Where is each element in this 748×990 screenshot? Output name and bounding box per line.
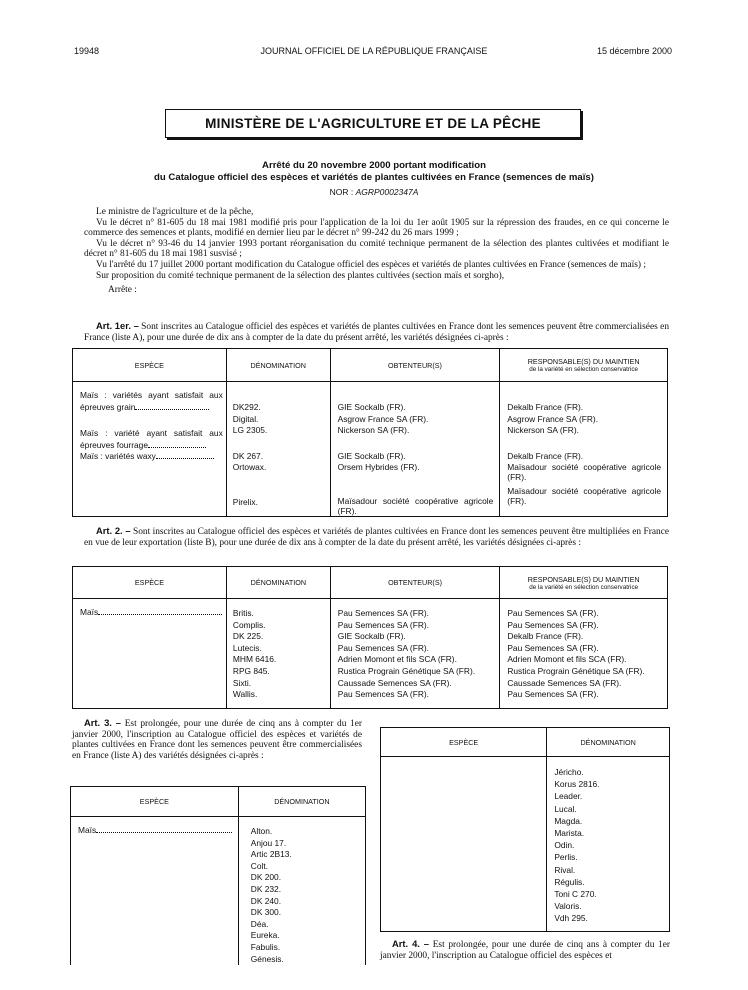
col-responsable-line2: de la variété en sélection conservatrice [529,583,639,591]
variety-dk267: DK 267. [232,450,264,461]
col-responsable-line1: RESPONSABLE(S) DU MAINTIEN [527,574,640,584]
variety-row: Wallis. [232,689,258,700]
variety-row: Lucal. [554,803,577,814]
col-responsable-line2: de la variété en sélection conservatrice [529,366,639,373]
variety-row: Artic 2B13. [250,849,292,860]
espece-fourrage-line2: épreuves fourrage [80,439,148,450]
variety-row: Alton. [250,826,273,836]
obtenteur-cell [331,382,500,516]
variety-row: Perlis. [554,852,578,863]
leader-dots [98,614,222,615]
variety-row: Lutecis. [232,642,262,653]
col-espece: ESPÈCE [73,349,227,382]
leader-dots [148,447,206,448]
article-1 [84,321,669,343]
table-liste-a [72,348,668,517]
issue-date: 15 décembre 2000 [596,46,672,56]
article-1-text: Sont inscrites au Catalogue officiel des espèces et variétés de plantes cultivées en France dont les semences peuvent être commercialisées en France (liste A), pour une durée de dix ans à compter de la date du présent arrêté, les variétés désignées ci-après : [84,322,670,343]
variety-row: Leader. [554,791,583,802]
obtenteur-row: Rustica Prograin Génétique SA (FR). [337,665,476,676]
col-obtenteur: OBTENTEUR(S) [330,349,500,382]
col-responsable [500,349,668,382]
col-responsable-line1: RESPONSABLE(S) DU MAINTIEN [527,357,640,366]
responsable-row: Dekalb France (FR). [507,402,584,412]
col-responsable [500,567,668,599]
denomination-cell [227,599,330,701]
col-denomination: DÉNOMINATION [226,567,330,599]
obtenteur-row: Orsem Hybrides (FR). [337,462,420,473]
responsable-cell [500,599,667,701]
denomination-cell [547,757,669,925]
responsable-row: Pau Semences SA (FR). [507,608,599,618]
article-2-label: Art. 2. – [96,525,131,536]
obtenteur-row: Pau Semences SA (FR). [337,642,429,653]
col-obtenteur: OBTENTEUR(S) [330,567,500,599]
obtenteur-row: GIE Sockalb (FR). [337,402,406,412]
responsable-row: Adrien Momont et fils SCA (FR). [507,654,627,665]
leader-dots [156,458,214,459]
espece-grain-line2: épreuves grain [80,401,136,412]
variety-row: Anjou 17. [250,837,287,848]
decree-title-line2: du Catalogue officiel des espèces et variétés de plantes cultivées en France (semences de maïs) [154,172,594,183]
col-denomination: DÉNOMINATION [226,349,330,382]
preamble-minister: Le ministre de l'agriculture et de la pêche, [96,207,254,217]
article-3-text: Est prolongée, pour une durée de cinq ans à compter du 1er janvier 2000, l'inscription au Catalogue officiel des espèces et variétés de plantes cultivées en France dont les semences peuvent être commercialisées en France (liste A) des variétés désignées ci-après : [72,719,363,761]
espece-cell [71,817,238,837]
preamble-decree-1993: Vu le décret n° 93-46 du 14 janvier 1993 portant réorganisation du comité technique permanent de la sélection des plantes cultivées et modifiant le décret n° 81-605 du 18 mai 1981 susvisé ; [84,238,669,260]
col-denomination: DÉNOMINATION [238,787,365,817]
responsable-row: Nickerson SA (FR). [507,425,579,436]
nor-code: AGRP0002347A [355,187,419,197]
table-prolongation-right [380,727,670,932]
responsable-row: Pau Semences SA (FR). [507,689,599,700]
article-2 [84,526,669,548]
preamble-arrete-2000: Vu l'arrêté du 17 juillet 2000 portant modification du Catalogue officiel des espèces et variétés de plantes cultivées en France (semences de maïs) ; [96,259,646,270]
variety-pirelix: Pirelix. [232,496,258,507]
espece-grain-line1: Maïs : variétés ayant satisfait aux [80,390,223,400]
variety-row: Colt. [250,860,268,871]
nor-reference [0,187,748,197]
article-3 [72,718,362,761]
responsable-row: Dekalb France (FR). [507,631,584,642]
ministry-heading: MINISTÈRE DE L'AGRICULTURE ET DE LA PÊCHE [165,109,581,138]
col-espece: ESPÈCE [73,567,227,599]
responsable-row: Rustica Prograin Génétique SA (FR). [507,665,645,676]
espece-waxy: Maïs : variétés waxy [80,451,156,462]
obtenteur-row: GIE Sockalb (FR). [337,450,406,461]
variety-row: Génesis. [250,953,284,964]
article-3-label: Art. 3. – [84,717,122,728]
variety-row: Toni C 270. [554,889,597,900]
page-number: 19948 [74,46,100,56]
preamble-proposal: Sur proposition du comité technique permanent de la sélection des plantes cultivées (section maïs et sorgho), [96,270,505,281]
responsable-row: Dekalb France (FR). [507,450,584,461]
variety-lg2305: LG 2305. [232,425,268,436]
variety-row: Magda. [554,815,583,826]
obtenteur-cell [331,599,500,701]
responsable-row: Asgrow France SA (FR). [507,413,599,424]
denomination-cell [239,817,365,965]
espece-mais: Maïs [78,825,97,835]
variety-row: Rival. [554,864,576,875]
obtenteur-row: Nickerson SA (FR). [337,425,410,436]
preamble-arrete: Arrête : [108,285,137,296]
variety-row: Britis. [232,608,254,618]
variety-row: Valoris. [554,901,582,912]
article-4-label: Art. 4. – [392,938,430,949]
col-espece: ESPÈCE [381,728,547,757]
variety-row: Vdh 295. [554,913,588,924]
obtenteur-row: Asgrow France SA (FR). [337,413,429,424]
leader-dots [96,832,232,833]
variety-row: MHM 6416. [232,654,277,665]
preamble-decree-1981: Vu le décret n° 81-605 du 18 mai 1981 modifié pris pour l'application de la loi du 1er août 1905 sur la répression des fraudes, en ce qui concerne le commerce des semences et plants, modifié en dernier lieu par le décret n° 99-242 du 26 mars 1999 ; [84,217,669,239]
obtenteur-row: Adrien Momont et fils SCA (FR). [337,654,457,665]
journal-title: JOURNAL OFFICIEL DE LA RÉPUBLIQUE FRANÇAISE [260,46,488,56]
preamble [84,207,669,296]
table-liste-b [72,566,668,709]
decree-title-line1: Arrêté du 20 novembre 2000 portant modification [262,160,486,171]
variety-row: Korus 2816. [554,779,600,790]
obtenteur-row: Pau Semences SA (FR). [337,619,429,630]
variety-row: Sixti. [232,677,252,688]
table-prolongation-left [70,786,366,965]
obtenteur-row: Maïsadour société coopérative agricole (FR). [337,495,494,516]
article-4-text: Est prolongée, pour une durée de cinq ans à compter du 1er janvier 2000, l'inscription au Catalogue officiel des espèces et [380,940,671,961]
variety-row: Eureka. [250,930,280,941]
variety-row: RPG 845. [232,665,270,676]
variety-row: DK 232. [250,883,282,894]
variety-row: DK 225. [232,631,264,642]
variety-row: Complis. [232,619,266,630]
espece-cell [73,599,226,619]
article-1-label: Art. 1er. – [96,320,139,331]
leader-dots [135,409,209,410]
responsable-row: Caussade Semences SA (FR). [507,677,622,688]
nor-label: NOR : [329,187,354,197]
variety-row: Odin. [554,840,575,851]
responsable-row: Pau Semences SA (FR). [507,619,599,630]
variety-row: DK 200. [250,872,282,883]
col-espece: ESPÈCE [71,787,239,817]
obtenteur-row: GIE Sockalb (FR). [337,631,406,642]
variety-row: Déa. [250,918,269,929]
variety-digital: Digital. [232,413,259,424]
responsable-cell [500,382,667,506]
variety-dk292: DK292. [232,402,261,412]
obtenteur-row: Caussade Semences SA (FR). [337,677,452,688]
variety-ortowax: Ortowax. [232,462,267,473]
espece-cell [73,382,226,463]
espece-mais: Maïs [80,607,99,617]
obtenteur-row: Pau Semences SA (FR). [337,689,429,700]
denomination-cell [227,382,330,509]
espece-fourrage-line1: Maïs : variété ayant satisfait aux [80,428,223,439]
article-4 [380,939,670,961]
variety-row: Fabulis. [250,941,281,952]
variety-row: Régulis. [554,876,585,887]
obtenteur-row: Pau Semences SA (FR). [337,608,429,618]
variety-row: Jéricho. [554,767,584,777]
variety-row: DK 300. [250,907,282,918]
responsable-row: Maïsadour société coopérative agricole (FR). [507,462,661,483]
variety-row: DK 240. [250,895,282,906]
responsable-row: Maïsadour société coopérative agricole (FR). [507,486,661,507]
article-2-text: Sont inscrites au Catalogue officiel des espèces et variétés de plantes cultivées en France dont les semences peuvent être multipliées en France en vue de leur exportation (liste B), pour une durée de dix ans à compter de la date du présent arrêté, les variétés désignées ci-après : [84,527,670,548]
col-denomination: DÉNOMINATION [547,728,670,757]
responsable-row: Pau Semences SA (FR). [507,642,599,653]
variety-row: Marista. [554,828,585,839]
